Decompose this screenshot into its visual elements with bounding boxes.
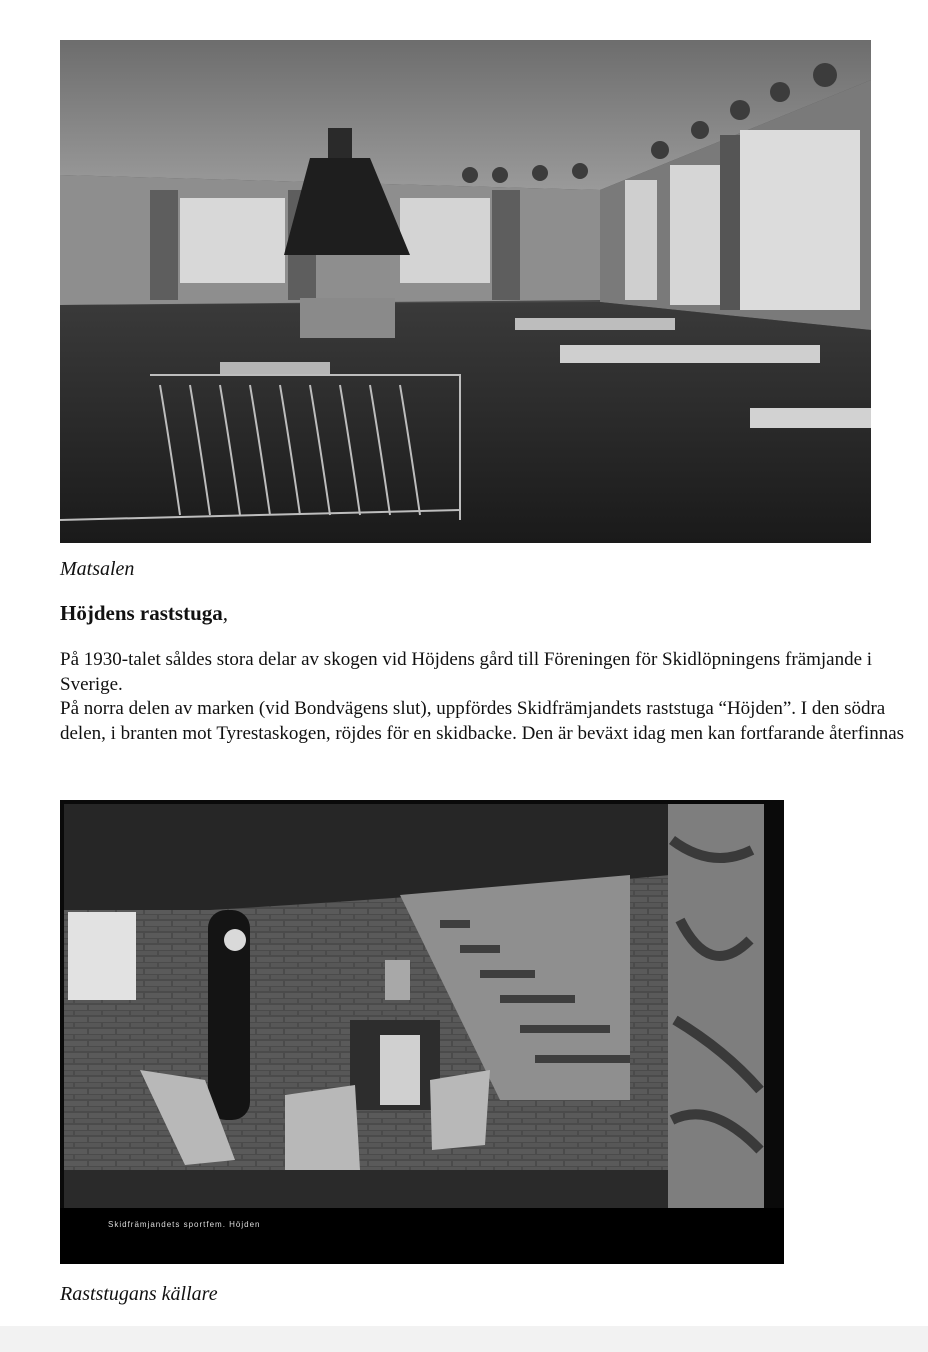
paragraph-1: På 1930-talet såldes stora delar av skogen vid Höjdens gård till Föreningen för Skidlöpningens främjande i Sverige.: [60, 649, 873, 695]
section-title-text: Höjdens raststuga: [60, 601, 223, 625]
section-title: [60, 601, 228, 626]
dining-hall-photo: [60, 40, 871, 543]
caption-raststugans-kallare: Raststugans källare: [60, 1283, 218, 1305]
section-title-comma: ,: [222, 601, 229, 625]
photo-stamp: Skidfrämjandets sportfem. Höjden: [108, 1220, 261, 1229]
page-bottom-margin: [0, 1326, 928, 1352]
cellar-photo: [60, 800, 784, 1264]
paragraph-2: På norra delen av marken (vid Bondvägens slut), uppfördes Skidfrämjandets raststuga “Höjden”. I den södra delen, i branten mot Tyrestaskogen, röjdes för en skidbacke. Den är beväxt idag men kan fortfarande återfinnas: [60, 698, 905, 744]
caption-matsalen: Matsalen: [60, 558, 135, 580]
body-text: [60, 648, 910, 746]
